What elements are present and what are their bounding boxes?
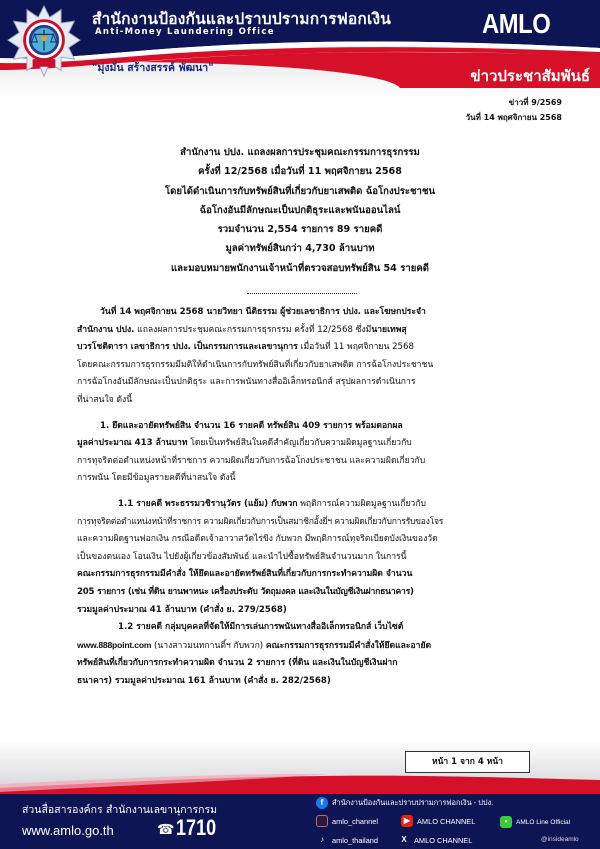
dotted-divider <box>247 293 357 294</box>
social-instagram[interactable] <box>316 815 378 827</box>
press-body <box>77 304 532 698</box>
headline-line: มูลค่าทรัพย์สินกว่า 4,730 ล้านบาท <box>225 243 375 255</box>
line-icon: • <box>500 816 512 828</box>
org-name-thai: สำนักงานป้องกันและปราบปรามการฟอกเงิน <box>92 10 392 28</box>
instagram-label: amlo_channel <box>332 816 379 826</box>
case-1-1-heading: 1.1 รายคดี พระธรรมวชิรานุวัตร (แย้ม) กับพวก <box>118 498 298 509</box>
intro-date: เมื่อวันที่ 11 พฤศจิกายน 2568 <box>297 342 414 353</box>
intro-text: แถลงผลการประชุมคณะกรรมการธุรกรรม ครั้งที่ 12/2568 ซึ่งมี <box>134 324 372 335</box>
page-indicator: หน้า 1 จาก 4 หน้า <box>405 751 530 773</box>
website-link-888point[interactable]: www.888point.com <box>77 639 152 650</box>
social-facebook[interactable] <box>316 797 493 809</box>
intro-secretary-title: บวรโชติดารา เลขาธิการ ปปง. เป็นกรรมการและเลขานุการ <box>77 342 298 353</box>
youtube-icon: ▶ <box>401 815 413 827</box>
section-1-line: การทุจริตต่อตำแหน่งหน้าที่ราชการ ความผิดเกี่ยวกับการฉ้อโกงประชาชน และความผิดเกี่ยวกับ <box>77 455 426 466</box>
case-1-1-line: เป็นของตนเอง โอนเงิน ไปยังผู้เกี่ยวข้องสัมพันธ์ และนำไปซื้อทรัพย์สินจำนวนมาก ในการนี้ <box>77 551 407 562</box>
intro-office: สำนักงาน ปปง. <box>77 324 135 335</box>
youtube-label: AMLO CHANNEL <box>417 816 476 826</box>
instagram-icon <box>316 815 328 827</box>
intro-paragraph <box>77 304 532 410</box>
footer-department: ส่วนสื่อสารองค์กร สำนักงานเลขานุการกรม <box>22 804 218 816</box>
phone-icon: ☎ <box>157 822 175 838</box>
headline-line: รวมจำนวน 2,554 รายการ 89 รายคดี <box>217 224 383 236</box>
headline-line: โดยได้ดำเนินการกับทรัพย์สินที่เกี่ยวกับยาเสพติด ฉ้อโกงประชาชน <box>164 185 436 197</box>
line-label: AMLO Line Official <box>516 818 571 826</box>
case-1-2-text: (นางสาวมนทกานติ์ฯ กับพวก) <box>151 640 266 651</box>
case-1-2-heading: 1.2 รายคดี กลุ่มบุคคลที่จัดให้มีการเล่นการพนันทางสื่ออิเล็กทรอนิกส์ เว็บไซต์ <box>118 622 404 633</box>
tiktok-label: amlo_thailand <box>332 835 379 845</box>
intro-line: ที่น่าสนใจ ดังนี้ <box>77 394 133 405</box>
facebook-label: สำนักงานป้องกันและปราบปรามการฟอกเงิน - ปปง. <box>332 798 494 807</box>
social-tiktok[interactable] <box>316 834 378 846</box>
headline-line: และมอบหมายพนักงานเจ้าหน้าที่ตรวจสอบทรัพย์สิน 54 รายคดี <box>170 262 430 274</box>
headline-line: สำนักงาน ปปง. แถลงผลการประชุมคณะกรรมการธุรกรรม <box>180 147 420 158</box>
social-youtube[interactable] <box>401 815 475 827</box>
case-1-1-order: รวมมูลค่าประมาณ 41 ล้านบาท (คำสั่ง ย. 279/2568) <box>77 604 287 615</box>
section-1-paragraph <box>77 418 532 488</box>
case-1-2-order: ธนาคาร) รวมมูลค่าประมาณ 161 ล้านบาท (คำสั่ง ย. 282/2568) <box>77 675 331 686</box>
section-1-line: การพนัน โดยมีข้อมูลรายคดีที่น่าสนใจ ดังนี้ <box>77 473 236 484</box>
case-1-2-order: คณะกรรมการธุรกรรมมีคำสั่งให้ยึดและอายัด <box>265 640 432 651</box>
headline-line: ครั้งที่ 12/2568 เมื่อวันที่ 11 พฤศจิกายน 2568 <box>198 166 402 178</box>
amlo-wordmark: AMLO <box>482 8 551 39</box>
case-1-1-text: พฤติการณ์ความผิดมูลฐานเกี่ยวกับ <box>297 498 426 509</box>
news-date: วันที่ 14 พฤศจิกายน 2568 <box>465 113 562 122</box>
case-1-1-line: และความผิดฐานฟอกเงิน กรณีอดีตเจ้าอาวาสวัดไร่ขิง กับพวก มีพฤติการณ์ทุจริตเบียดบังเงินของวัด <box>77 534 438 545</box>
section-1-heading: 1. ยึดและอายัดทรัพย์สิน จำนวน 16 รายคดี ทรัพย์สิน 409 รายการ พร้อมดอกผล <box>100 420 403 431</box>
line-id: @insideamlo <box>541 836 579 843</box>
footer-website-link[interactable]: www.amlo.go.th <box>22 823 114 838</box>
amlo-emblem-logo <box>6 4 82 80</box>
section-1-text: โดยเป็นทรัพย์สินในคดีสำคัญเกี่ยวกับความผิดมูลฐานเกี่ยวกับ <box>187 438 412 449</box>
x-icon: X <box>401 835 407 844</box>
case-1-1-order: คณะกรรมการธุรกรรมมีคำสั่ง ให้ยึดและอายัดทรัพย์สินที่เกี่ยวกับการกระทำความผิด จำนวน <box>77 569 413 580</box>
intro-secretary: นายเทพสุ <box>371 324 407 335</box>
x-label: AMLO CHANNEL <box>414 835 473 845</box>
section-title: ข่าวประชาสัมพันธ์ <box>470 67 590 85</box>
case-1-1-order: 205 รายการ (เช่น ที่ดิน ยานพาหนะ เครื่องประดับ วัตถุมงคล และเงินในบัญชีเงินฝากธนาคาร) <box>77 586 414 597</box>
intro-lead: วันที่ 14 พฤศจิกายน 2568 นายวิทยา นีติธรรม ผู้ช่วยเลขาธิการ ปปง. และโฆษกประจำ <box>100 307 426 317</box>
org-name-english: Anti-Money Laundering Office <box>95 27 275 37</box>
news-number: ข่าวที่ 9/2569 <box>508 98 562 107</box>
org-slogan: "มุ่งมั่น สร้างสรรค์ พัฒนา" <box>92 62 214 74</box>
case-1-2-order: ทรัพย์สินที่เกี่ยวกับการกระทำความผิด จำนวน 2 รายการ (ที่ดิน และเงินในบัญชีเงินฝาก <box>77 658 398 669</box>
tiktok-icon: ♪ <box>320 835 324 844</box>
case-1-1-line: การทุจริตต่อตำแหน่งหน้าที่ราชการ ความผิดเกี่ยวกับการเป็นสมาชิกอั้งยี่ฯ ความผิดเกี่ยวกับการรับของโจร <box>77 516 444 527</box>
intro-line: การฉ้อโกงอันมีลักษณะเป็นปกติธุระ และการพนันทางสื่ออิเล็กทรอนิกส์ สรุปผลการดำเนินการ <box>77 377 416 388</box>
hotline-number[interactable]: 1710 <box>176 815 217 840</box>
facebook-icon: f <box>316 797 328 809</box>
press-headline <box>0 143 600 278</box>
intro-line: โดยคณะกรรมการธุรกรรมมีมติให้ดำเนินการกับทรัพย์สินที่เกี่ยวกับยาเสพติด การฉ้อโกงประชาชน <box>77 359 434 370</box>
headline-line: ฉ้อโกงอันมีลักษณะเป็นปกติธุระและพนันออนไลน์ <box>199 204 401 216</box>
social-x[interactable] <box>398 834 472 846</box>
case-1-2-paragraph <box>77 619 532 690</box>
social-line[interactable] <box>500 816 570 828</box>
section-1-value: มูลค่าประมาณ 413 ล้านบาท <box>77 438 188 449</box>
case-1-1-paragraph <box>77 496 532 619</box>
